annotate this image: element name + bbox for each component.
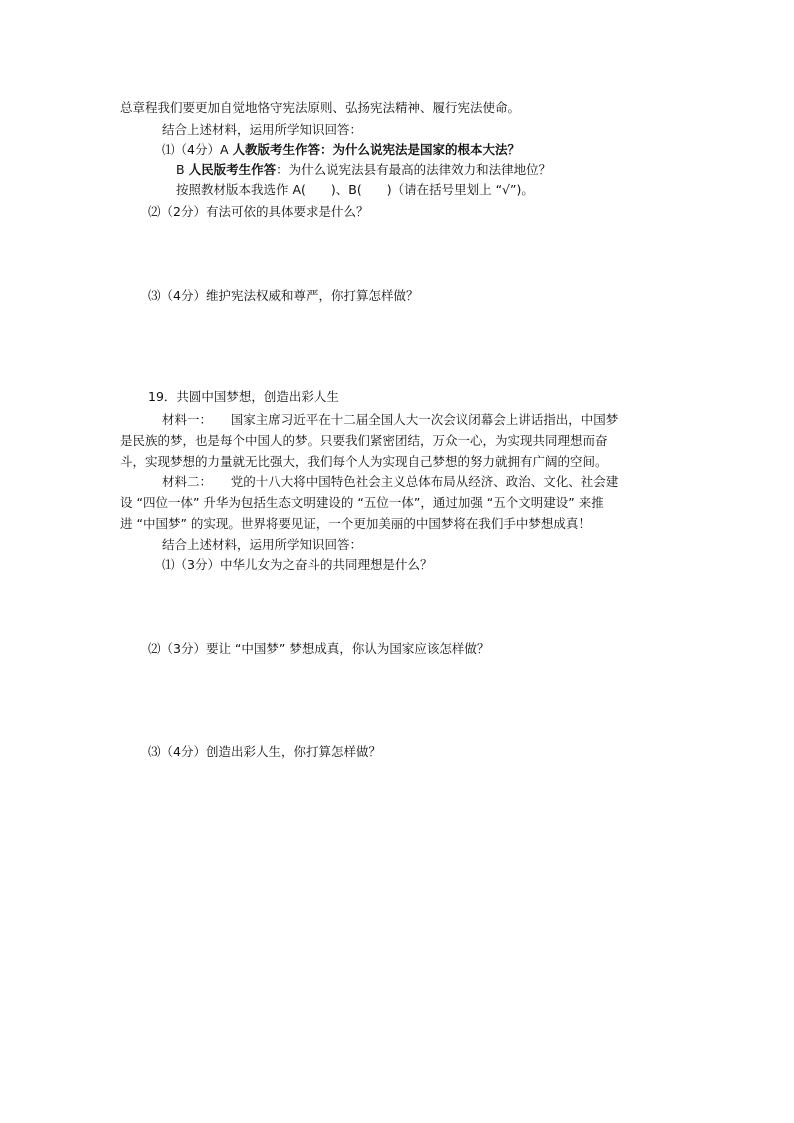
q18-sub1-b — [176, 160, 551, 180]
q19-sub3: ⑶（4分）创造出彩人生，你打算怎样做？ — [148, 744, 381, 759]
q18-sub1-b-prefix: B — [176, 162, 189, 177]
q18-prompt: 结合上述材料，运用所学知识回答： — [162, 122, 363, 137]
q19-material1-line2: 是民族的梦，也是每个中国人的梦。只要我们紧密团结，万众一心，为实现共同理想而奋 — [120, 433, 608, 448]
q18-sub1-a-question: ：为什么说宪法是国家的根本大法？ — [320, 142, 521, 157]
q19-material1-line3: 斗，实现梦想的力量就无比强大，我们每个人为实现自己梦想的努力就拥有广阔的空间。 — [120, 454, 608, 469]
q19-material2-line1: 材料二： 党的十八大将中国特色社会主义总体布局从经济、政治、文化、社会建 — [162, 474, 619, 489]
q18-sub1-choose: 按照教材版本我选作 A( )、B( )（请在括号里划上 “√”)。 — [176, 182, 534, 197]
q18-sub1-a — [162, 140, 520, 160]
q19-title: 19．共圆中国梦想，创造出彩人生 — [148, 389, 339, 404]
q18-sub2: ⑵（2分）有法可依的具体要求是什么？ — [148, 204, 369, 219]
q18-intro-line: 总章程我们要更加自觉地恪守宪法原则、弘扬宪法精神、履行宪法使命。 — [120, 100, 521, 115]
q19-sub2: ⑵（3分）要让 “中国梦” 梦想成真，你认为国家应该怎样做？ — [148, 641, 490, 656]
q18-sub1-a-label: 人教版考生作答 — [232, 142, 320, 157]
q19-prompt: 结合上述材料，运用所学知识回答： — [162, 537, 363, 552]
q18-sub1-number: ⑴（4分）A — [162, 142, 233, 157]
q19-material1-line1: 材料一： 国家主席习近平在十二届全国人大一次会议闭幕会上讲话指出，中国梦 — [162, 412, 619, 427]
q18-sub1-b-label: 人民版考生作答 — [188, 162, 277, 177]
q19-material2-line3: 进 “中国梦” 的实现。世界将要见证，一个更加美丽的中国梦将在我们手中梦想成真！ — [120, 516, 591, 531]
q19-sub1: ⑴（3分）中华儿女为之奋斗的共同理想是什么？ — [162, 557, 433, 572]
q19-material2-line2: 设 “四位一体” 升华为包括生态文明建设的 “五位一体”，通过加强 “五个文明建设” 来推 — [120, 495, 604, 510]
q18-sub3: ⑶（4分）维护宪法权威和尊严，你打算怎样做？ — [148, 288, 419, 303]
q18-sub1-b-question: ：为什么说宪法县有最高的法律效力和法律地位？ — [276, 162, 552, 177]
